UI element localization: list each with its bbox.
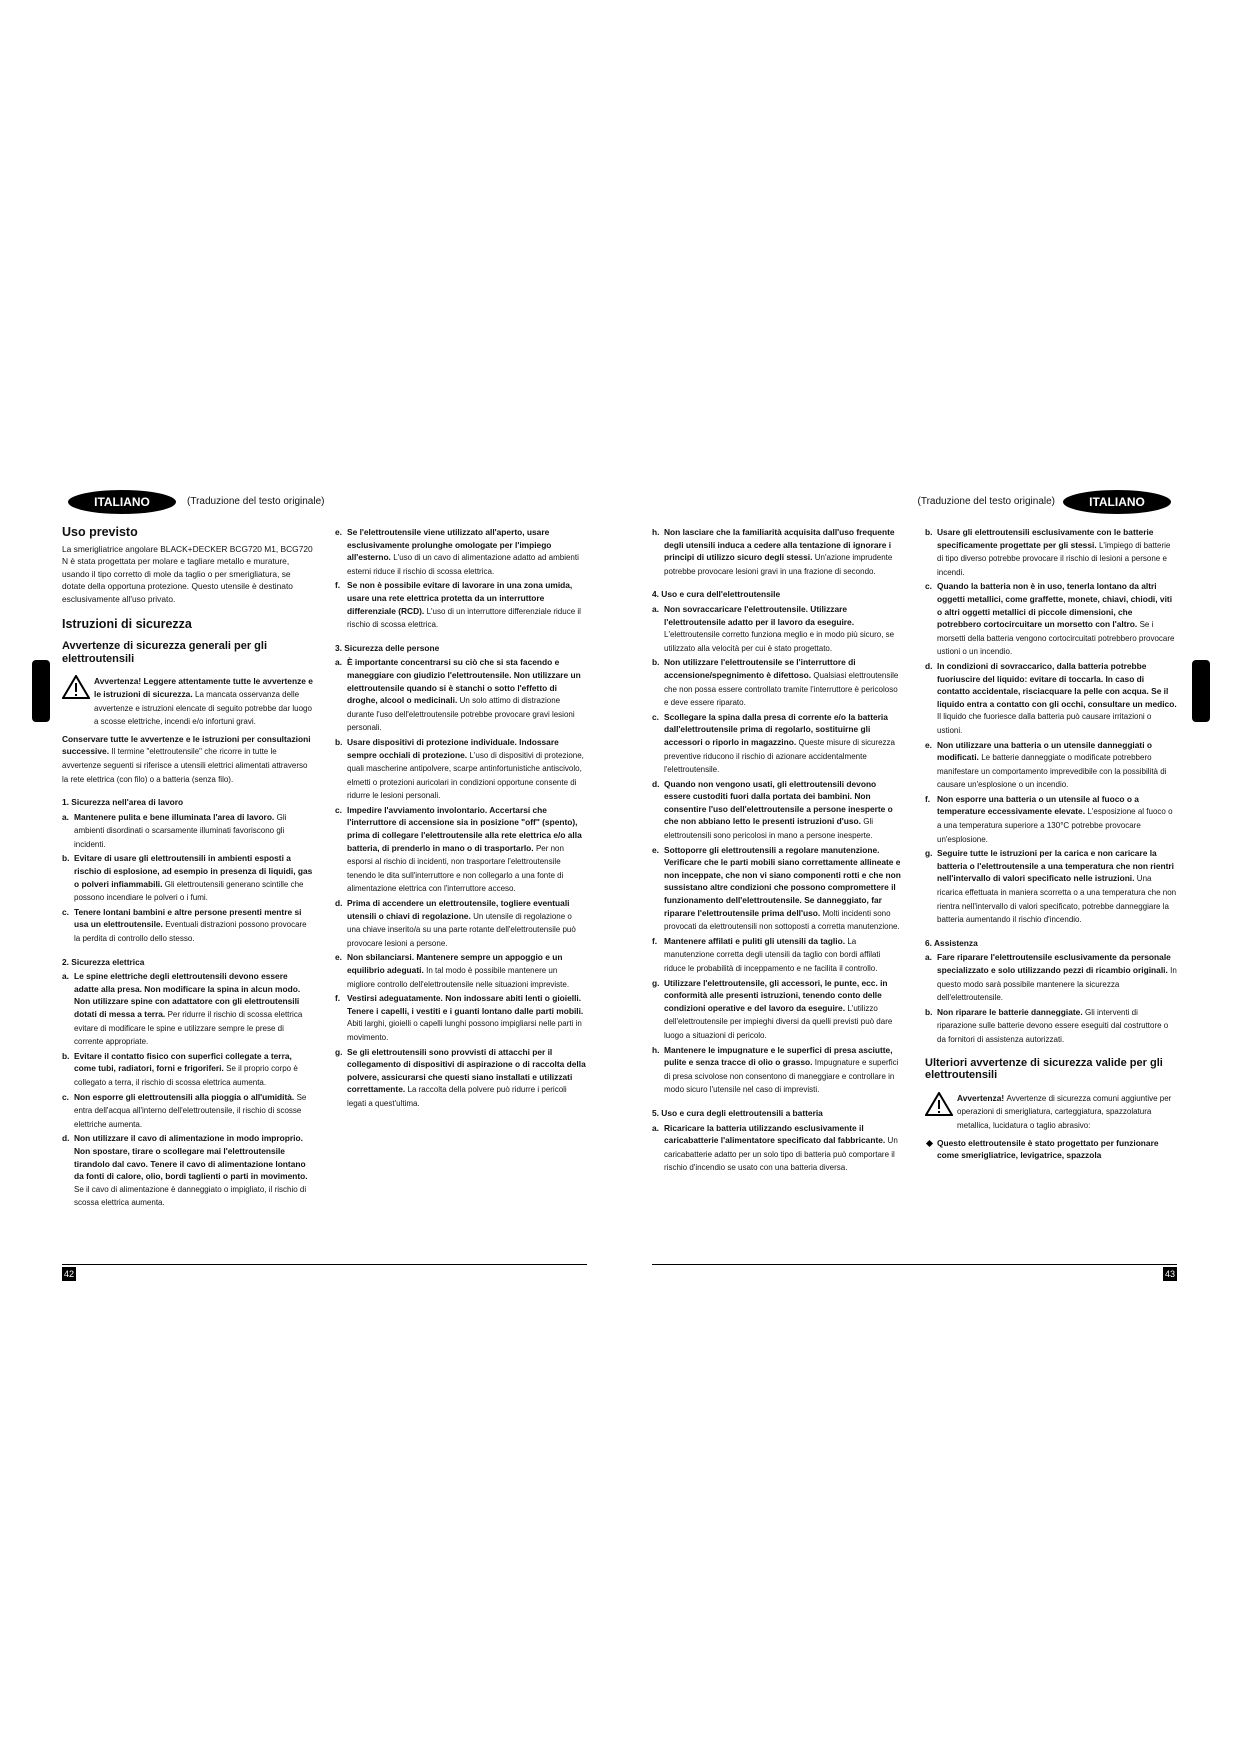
additional-warning-block: Avvertenza! Avvertenze di sicurezza comuni aggiuntive per operazioni di smerigliatura, carteggiatura, spazzolatura metallica, lucidatura o taglio abrasivo: [925, 1092, 1177, 1133]
section-3-title: 3. Sicurezza delle persone [335, 642, 440, 653]
s3-item-f: f. Vestirsi adeguatamente. Non indossare abiti lenti o gioielli. Tenere i capelli, i vestiti e i guanti lontano dalle parti mobili. Abiti larghi, gioielli o capelli lunghi possono impigliarsi nelle parti in movimento. [335, 993, 584, 1042]
additional-warnings-title: Ulteriori avvertenze di sicurezza valide per gli elettroutensili [925, 1056, 1163, 1082]
s4-item-f: f. Mantenere affilati e puliti gli utensili da taglio. La manutenzione corretta degli utensili da taglio con bordi affilati riduce le probabilità di inceppamento e ne facilita il controllo. [652, 935, 881, 973]
right-column-2 [925, 526, 1177, 1162]
s3-item-d: d. Prima di accendere un elettroutensile, togliere eventuali utensili o chiavi di regolazione. Un utensile di regolazione o una chiave inserito/a su una parte rotante dell'elettroutensile può provocare lesioni a persone. [335, 898, 576, 948]
s2-item-c: c. Non esporre gli elettroutensili alla pioggia o all'umidità. Se entra dell'acqua all'interno dell'elettroutensile, il rischio di scosse elettriche aumenta. [62, 1091, 307, 1129]
left-page [62, 490, 587, 1290]
keep-text: Il termine "elettroutensile" che ricorre in tutte le avvertenze seguenti si riferisce a utensili elettrici alimentati attraverso la rete elettrica (con filo) o a batteria (senza filo). [62, 747, 308, 784]
s1-item-a: a. Mantenere pulita e bene illuminata l'area di lavoro. Gli ambienti disordinati o scarsamente illuminati favoriscono gli incidenti. [62, 811, 287, 849]
section-2-title: 2. Sicurezza elettrica [62, 956, 145, 967]
intended-use-text: La smerigliatrice angolare BLACK+DECKER BCG720 M1, BCG720 N è stata progettata per molare e tagliare metallo e murature, usando il tipo corretto di mole da taglio o per smerigliatura, se dotate della opportuna protezione. Questo utensile è destinato esclusivamente all'uso privato. [62, 543, 313, 604]
s4-item-c: c. Scollegare la spina dalla presa di corrente e/o la batteria dall'elettroutensile prima di regolarlo, sostituirne gli accessori o riporlo in magazzino. Queste misure di sicurezza preventive riducono il rischio di azionare accidentalmente l'elettroutensile. [652, 711, 895, 775]
s1-item-c: c. Tenere lontani bambini e altre persone presenti mentre si usa un elettroutensile. Eventuali distrazioni possono provocare la perdita di controllo dello stesso. [62, 906, 307, 944]
s3-item-e: e. Non sbilanciarsi. Mantenere sempre un appoggio e un equilibrio adeguati. In tal modo è possibile mantenere un migliore controllo dell'elettroutensile nelle situazioni impreviste. [335, 952, 570, 989]
section-5-title: 5. Uso e cura degli elettroutensili a batteria [652, 1107, 823, 1118]
s2-item-b: b. Evitare il contatto fisico con superfici collegate a terra, come tubi, radiatori, forni e frigoriferi. Se il proprio corpo è collegato a terra, il rischio di scossa elettrica aumenta. [62, 1050, 298, 1087]
language-badge: ITALIANO [68, 490, 176, 514]
bullet-item: Questo elettroutensile è stato progettato per funzionare come smerigliatrice, levigatrice, spazzola [925, 1137, 1177, 1162]
page-number: 42 [63, 1269, 74, 1279]
left-column-2 [335, 526, 587, 1112]
s3-item-h: h. Non lasciare che la familiarità acquisita dall'uso frequente degli utensili induca a cedere alla tentazione di ignorare i principi di utilizzo sicuro degli stessi. Un'azione imprudente potrebbe provocare lesioni gravi in una frazione di secondo. [652, 527, 895, 576]
s4-item-h: h. Mantenere le impugnature e le superfici di presa asciutte, pulite e senza tracce di olio o grasso. Impugnature e superfici di presa scivolose non consentono di maneggiare e controllare in modo sicuro l'utensile nel caso di imprevisti. [652, 1044, 899, 1095]
s4-item-e: e. Sottoporre gli elettroutensili a regolare manutenzione. Verificare che le parti mobili siano correttamente allineate e non inceppate, che non vi siano componenti rotti e che non sussistano altre condizioni che possono compromettere il funzionamento dell'elettroutensile. Se danneggiato, far riparare l'elettroutensile prima dell'uso. Molti incidenti sono provocati da elettroutensili non sottoposti a corretta manutenzione. [652, 844, 901, 932]
general-warnings-title: Avvertenze di sicurezza generali per gli elettroutensili [62, 640, 268, 665]
s6-item-b: b. Non riparare le batterie danneggiate. Gli interventi di riparazione sulle batterie devono essere eseguiti dal costruttore o da fornitori di assistenza autorizzati. [925, 1006, 1169, 1044]
intended-use-title: Uso previsto [62, 525, 138, 539]
s5-item-g: g. Seguire tutte le istruzioni per la carica e non caricare la batteria o l'elettroutensile a una temperatura che non rientri nell'intervallo di valori specificato nelle istruzioni. Una ricarica effettuata in maniera scorretta o a una temperatura che non rientra nell'intervallo di valori specificato, potrebbe danneggiare la batteria aumentando il rischio d'incendio. [925, 848, 1177, 925]
page-number: 43 [1164, 1269, 1175, 1279]
s5-item-d: d. In condizioni di sovraccarico, dalla batteria potrebbe fuoriuscire del liquido: evitare di toccarla. In caso di contatto accidentale, risciacquare la pelle con acqua. Se il liquido entra a contatto con gli occhi, consultare un medico. Il liquido che fuoriesce dalla batteria può causare irritazioni o ustioni. [925, 660, 1177, 735]
s5-item-b: b. Usare gli elettroutensili esclusivamente con le batterie specificamente progettate per gli stessi. L'impiego di batterie di tipo diverso potrebbe provocare il rischio di lesioni a persone e incendi. [925, 527, 1171, 577]
left-column-1 [62, 526, 314, 1211]
keep-bold: Conservare tutte le avvertenze e le istruzioni per consultazioni successive. [62, 733, 311, 757]
s2-item-f: f. Se non è possibile evitare di lavorare in una zona umida, usare una rete elettrica protetta da un interruttore differenziale (RCD). L'uso di un interruttore differenziale riduce il rischio di scossa elettrica. [335, 580, 581, 630]
right-thumb-tab [1192, 660, 1210, 722]
s2-item-e: e. Se l'elettroutensile viene utilizzato all'aperto, usare esclusivamente prolunghe omologate per l'impiego all'esterno. L'uso di un cavo di alimentazione adatto ad ambienti esterni riduce il rischio di scossa elettrica. [335, 527, 579, 576]
safety-title: Istruzioni di sicurezza [62, 616, 192, 631]
s4-item-b: b. Non utilizzare l'elettroutensile se l'interruttore di accensione/spegnimento è difettoso. Qualsiasi elettroutensile che non possa essere controllato tramite l'interruttore è pericoloso e deve essere riparato. [652, 657, 899, 708]
translation-note: (Traduzione del testo originale) [187, 496, 325, 507]
s3-item-b: b. Usare dispositivi di protezione individuale. Indossare sempre occhiali di protezione. L'uso di dispositivi di protezione, quali mascherine antipolvere, scarpe antinfortunistiche antiscivolo, elmetti o protezioni auricolari in condizioni opportune consente di ridurre le lesioni personali. [335, 736, 584, 801]
warning-triangle-icon [62, 675, 90, 699]
s2-item-d: d. Non utilizzare il cavo di alimentazione in modo improprio. Non spostare, tirare o scollegare mai l'elettroutensile tirandolo dal cavo. Tenere il cavo di alimentazione lontano da fonti di calore, olio, bordi taglienti o parti in movimento. Se il cavo di alimentazione è danneggiato o impigliato, il rischio di scossa elettrica aumenta. [62, 1133, 308, 1208]
s3-item-a: a. È importante concentrarsi su ciò che si sta facendo e maneggiare con giudizio l'elettroutensile. Non utilizzare un elettroutensile quando si è stanchi o sotto l'effetto di droghe, alcool o medicinali. Un solo attimo di distrazione durante l'uso dell'elettroutensile potrebbe provocare gravi lesioni personali. [335, 657, 581, 733]
s5-item-f: f. Non esporre una batteria o un utensile al fuoco o a temperature eccessivamente elevate. L'esposizione al fuoco o a una temperatura superiore a 130°C potrebbe provocare un'esplosione. [925, 793, 1173, 844]
warning-triangle-icon [925, 1092, 953, 1116]
s5-item-c: c. Quando la batteria non è in uso, tenerla lontano da altri oggetti metallici, come graffette, monete, chiavi, chiodi, viti o altri oggetti metallici di piccole dimensioni, che potrebbero cortocircuitare un morsetto con l'altro. Se i morsetti della batteria vengono cortocircuitati potrebbero provocare ustioni o un incendio. [925, 581, 1175, 657]
diamond-bullet-icon [926, 1139, 933, 1146]
s4-item-g: g. Utilizzare l'elettroutensile, gli accessori, le punte, ecc. in conformità alle presenti istruzioni, tenendo conto delle condizioni operative e del lavoro da eseguire. L'utilizzo dell'elettroutensile per impieghi diversi da quelli previsti può dare luogo a situazioni di pericolo. [652, 977, 893, 1040]
s5-item-e: e. Non utilizzare una batteria o un utensile danneggiati o modificati. Le batterie danneggiate o modificate potrebbero manifestare un comportamento imprevedibile con la possibilità di causare un'esplosione o un incendio. [925, 739, 1167, 790]
section-1-title: 1. Sicurezza nell'area di lavoro [62, 797, 184, 808]
s5-item-a: a. Ricaricare la batteria utilizzando esclusivamente il caricabatterie l'alimentatore specificato dal fabbricante. Un caricabatterie adatto per un solo tipo di batteria può comportare il rischio d'incendio se usato con una batteria diversa. [652, 1122, 898, 1173]
right-page [652, 490, 1177, 1290]
section-4-title: 4. Uso e cura dell'elettroutensile [652, 589, 781, 600]
s1-item-b: b. Evitare di usare gli elettroutensili in ambienti esposti a rischio di esplosione, ad esempio in presenza di liquidi, gas o polveri infiammabili. Gli elettroutensili generano scintille che possono incendiare le polveri o i fumi. [62, 853, 313, 903]
s4-item-d: d. Quando non vengono usati, gli elettroutensili devono essere custoditi fuori dalla portata dei bambini. Non consentire l'uso dell'elettroutensile a persone inesperte o che non abbiano letto le presenti istruzioni d'uso. Gli elettroutensili sono pericolosi in mano a persone inesperte. [652, 778, 893, 841]
s3-item-c: c. Impedire l'avviamento involontario. Accertarsi che l'interruttore di accensione sia in posizione "off" (spento), prima di collegare l'elettroutensile alla rete elettrica e/o alla batteria, di prenderlo in mano o di trasportarlo. Per non esporsi al rischio di incidenti, non trasportare l'elettroutensile tenendo le dita sull'interruttore e non collegarlo a una fonte di alimentazione elettrica con l'interruttore acceso. [335, 804, 582, 894]
s2-item-a: a. Le spine elettriche degli elettroutensili devono essere adatte alla presa. Non modificare la spina in alcun modo. Non utilizzare spine con adattatore con gli elettroutensili dotati di messa a terra. Per ridurre il rischio di scossa elettrica evitare di modificare le spine e utilizzare sempre le prese di corrente appropriate. [62, 971, 303, 1047]
language-badge: ITALIANO [1063, 490, 1171, 514]
warning-text: La mancata osservanza delle avvertenze e istruzioni elencate di seguito potrebbe dar luogo a scosse elettriche, incendi e/o infortuni gravi. [94, 689, 312, 727]
s4-item-a: a. Non sovraccaricare l'elettroutensile. Utilizzare l'elettroutensile adatto per il lavoro da eseguire. L'elettroutensile corretto funziona meglio e in modo più sicuro, se utilizzato alla velocità per cui è stato progettato. [652, 603, 895, 653]
s6-item-a: a. Fare riparare l'elettroutensile esclusivamente da personale specializzato e solo utilizzando pezzi di ricambio originali. In questo modo sarà possibile mantenere la sicurezza dell'elettroutensile. [925, 952, 1177, 1003]
left-thumb-tab [32, 660, 50, 722]
footer-rule [652, 1264, 1177, 1265]
s3-item-g: g. Se gli elettroutensili sono provvisti di attacchi per il collegamento di dispositivi di aspirazione o di raccolta della polvere, assicurarsi che questi siano installati e utilizzati correttamente. La raccolta della polvere può ridurre i pericoli legati a quest'ultima. [335, 1046, 586, 1108]
translation-note: (Traduzione del testo originale) [917, 496, 1055, 507]
footer-rule [62, 1264, 587, 1265]
warning-bold: Avvertenza! Leggere attentamente tutte le avvertenze e le istruzioni di sicurezza. [94, 676, 313, 699]
section-6-title: 6. Assistenza [925, 937, 978, 948]
right-column-1 [652, 526, 904, 1176]
warning-block [62, 675, 314, 728]
